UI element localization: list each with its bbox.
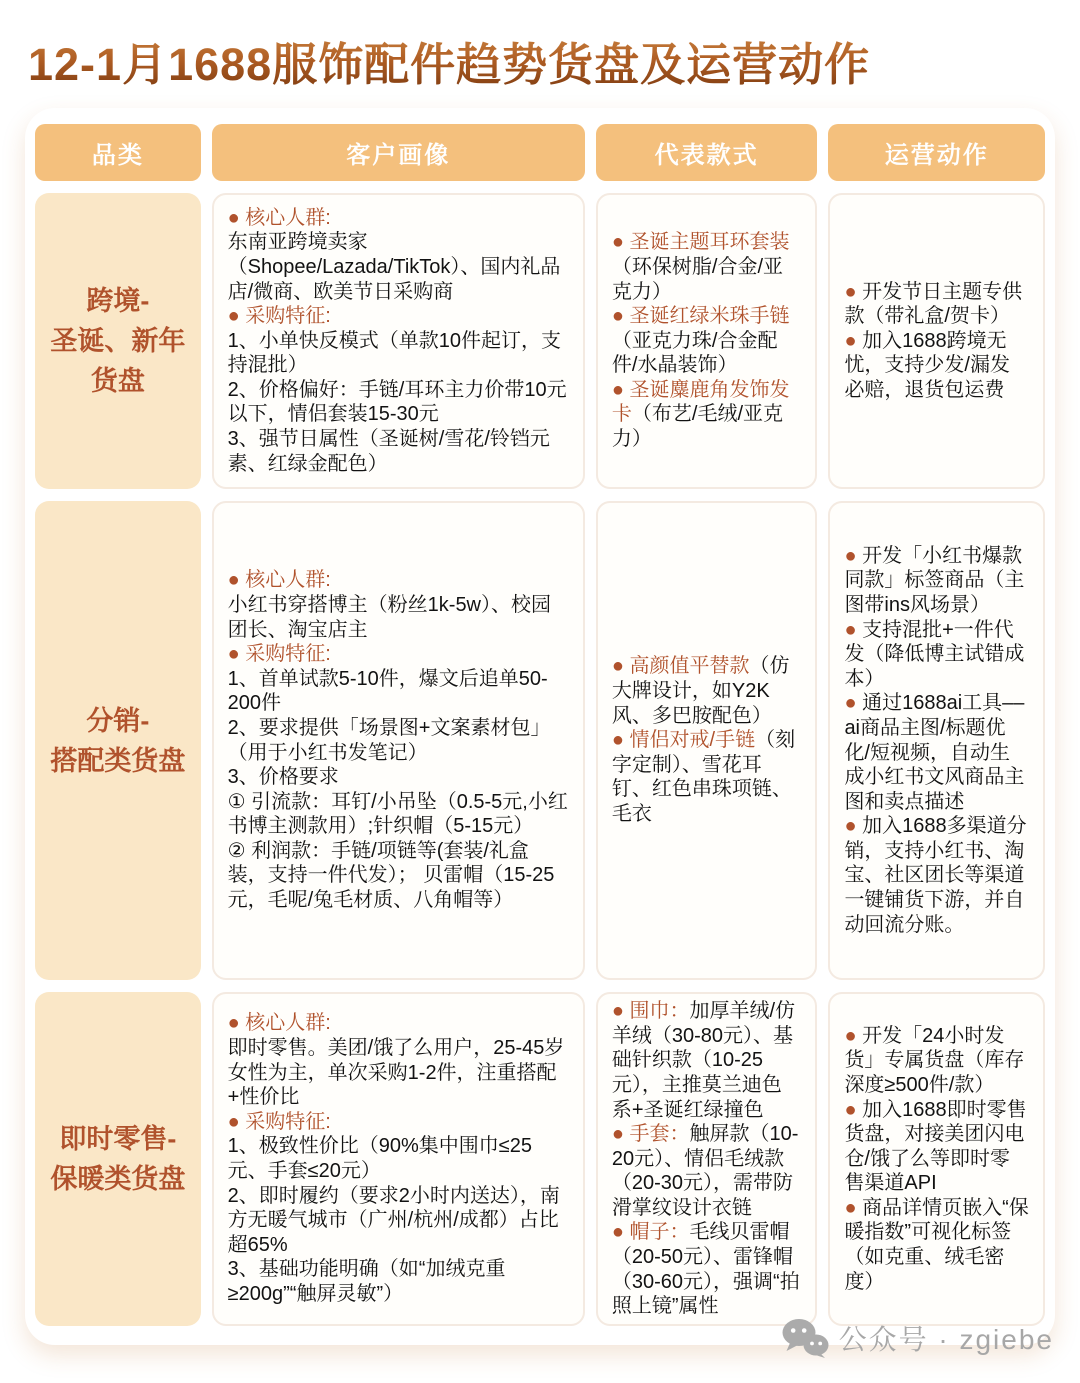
body-text: （亚克力珠/合金配件/水晶装饰） [611, 329, 778, 377]
footer-text: 公众号 · zgiebe [838, 1324, 1054, 1355]
accent-text: ● 采购特征: [227, 1110, 331, 1133]
styles-cell [596, 501, 818, 980]
category-cell [35, 992, 201, 1326]
accent-text: ● 采购特征: [227, 305, 331, 328]
bullet-item [612, 1220, 802, 1318]
category-line: 分销- [86, 705, 150, 736]
body-text: （仿大牌设计，如Y2K风、多巴胺配色） [611, 655, 790, 727]
body-text: （刻字定制）、雪花耳钉、红色串珠项链、毛衣 [611, 729, 796, 825]
bullet-item [228, 765, 569, 790]
category-line: 保暖类货盘 [50, 1164, 186, 1194]
body-text: 1、小单快反模式（单款10件起订，支持混批） [227, 329, 562, 377]
body-text: 开发节日主题专供款（带礼盒/贺卡） [844, 280, 1023, 328]
body-text: 支持混批+一件代发（降低博主试错成本） [844, 618, 1025, 690]
bullet-item [228, 206, 569, 231]
profile-cell [212, 992, 585, 1326]
body-text: 2、价格偏好：手链/耳环主力价带10元以下，情侣套装15-30元 [227, 378, 567, 426]
bullet-item [844, 1024, 1029, 1098]
actions-cell [828, 501, 1045, 980]
accent-text: ● 核心人群: [227, 569, 331, 592]
bullet-item [228, 427, 569, 476]
body-text: （布艺/毛绒/亚克力） [611, 403, 784, 451]
bullet-item [844, 280, 1029, 329]
body-text: 3、强节日属性（圣诞树/雪花/铃铛元素、红绿金配色） [227, 428, 550, 475]
accent-text: ● 核心人群: [227, 206, 331, 229]
category-line: 圣诞、新年 [50, 326, 186, 356]
bullet-item [228, 839, 569, 913]
body-text: 东南亚跨境卖家（Shopee/Lazada/TikTok）、国内礼品店/微商、欧美节日采购商 [227, 231, 561, 303]
bullet-item [844, 1196, 1029, 1294]
accent-text: ● [844, 1098, 863, 1121]
bullet-item [612, 304, 802, 378]
body-text: 2、要求提供「场景图+文案素材包」（用于小红书发笔记） [227, 716, 551, 764]
styles-cell [596, 992, 818, 1326]
category-line: 搭配类货盘 [50, 745, 186, 776]
bullet-item [612, 999, 802, 1122]
accent-text: ● [844, 329, 863, 352]
category-cell [35, 501, 201, 980]
bullet-item [228, 329, 569, 378]
body-text: 即时零售。美团/饿了么用户，25-45岁女性为主，单次采购1-2件，注重搭配+性价比 [227, 1037, 565, 1109]
body-text: 商品详情页嵌入“保暖指数”可视化标签（如克重、绒毛密度） [844, 1196, 1029, 1293]
bullet-item [228, 667, 569, 716]
bullet-item [844, 544, 1029, 618]
accent-text: ● 圣诞红绿米珠手链 [611, 305, 790, 328]
accent-text: ● [844, 815, 863, 838]
bullet-item [612, 378, 802, 452]
bullet-item [612, 230, 802, 304]
body-text: ② 利润款：手链/项链等(套装/礼盒装，支持一件代发）； 贝雷帽（15-25元，毛呢/兔毛材质、八角帽等） [227, 839, 555, 912]
body-text: 2、即时履约（要求2小时内送达），南方无暖气城市（广州/杭州/成都）占比超65% [227, 1184, 560, 1256]
accent-text: ● 核心人群: [227, 1012, 331, 1035]
body-text: 加入1688即时零售货盘，对接美团闪电仓/饿了么等即时零售渠道API [844, 1098, 1027, 1195]
bullet-item [228, 378, 569, 427]
category-line: 货盘 [90, 366, 145, 396]
page-title: 12-1月1688服饰配件趋势货盘及运营动作 [28, 28, 870, 93]
bullet-item [844, 618, 1029, 692]
body-text: 毛线贝雷帽（20-50元）、雷锋帽（30-60元），强调“拍照上镜”属性 [611, 1221, 800, 1318]
body-text: 3、价格要求 [227, 766, 339, 789]
bullet-item [612, 728, 802, 826]
body-text: 1、首单试款5-10件，爆文后追单50-200件 [227, 667, 548, 715]
category-cell [35, 193, 201, 489]
bullet-item [228, 568, 569, 593]
bullet-item [228, 790, 569, 839]
accent-text: ● [844, 544, 863, 567]
bullet-item [228, 1110, 569, 1135]
bullet-item [228, 304, 569, 329]
styles-cell [596, 193, 818, 489]
body-text: 加入1688跨境无忧，支持少发/漏发必赔，退货包运费 [844, 329, 1010, 401]
bullet-item [844, 814, 1029, 937]
footer [781, 1318, 1054, 1358]
accent-text: ● [844, 1196, 863, 1219]
header-cell-actions: 运营动作 [828, 124, 1045, 181]
body-text: （环保树脂/合金/亚克力） [611, 255, 784, 303]
bullet-item [612, 654, 802, 728]
actions-cell [828, 992, 1045, 1326]
wechat-icon [781, 1318, 829, 1358]
bullet-item [228, 716, 569, 765]
header-cell-category: 品类 [35, 124, 201, 181]
bullet-item [844, 691, 1029, 814]
profile-cell [212, 501, 585, 980]
bullet-item [228, 593, 569, 642]
body-text: 加入1688多渠道分销，支持小红书、淘宝、社区团长等渠道一键铺货下游，并自动回流分账。 [844, 815, 1027, 936]
body-text: ① 引流款：耳钉/小吊坠（0.5-5元,小红书博主测款用）;针织帽（5-15元） [227, 790, 568, 838]
bullet-item [228, 642, 569, 667]
accent-text: ● 帽子： [611, 1221, 690, 1244]
bullet-item [844, 329, 1029, 403]
bullet-item [228, 1036, 569, 1110]
accent-text: ● 情侣对戒/手链 [611, 729, 756, 752]
body-text: 小红书穿搭博主（粉丝1k-5w）、校园团长、淘宝店主 [227, 593, 552, 641]
accent-text: ● [844, 618, 863, 641]
accent-text: ● [844, 1024, 863, 1047]
body-text: 通过1688ai工具––ai商品主图/标题优化/短视频，自动生成小红书文风商品主图和卖点描述 [844, 692, 1025, 813]
body-text: 开发「小红书爆款同款」标签商品（主图带ins风场景） [844, 544, 1025, 616]
body-text: 触屏款（10-20元）、情侣毛绒款（20-30元），需带防滑掌纹设计衣链 [611, 1123, 799, 1219]
header-cell-styles: 代表款式 [596, 124, 818, 181]
bullet-item [228, 1257, 569, 1306]
bullet-item [844, 1098, 1029, 1196]
accent-text: ● [844, 692, 863, 715]
trend-table [35, 124, 1045, 1330]
body-text: 3、基础功能明确（如“加绒克重≥200g”“触屏灵敏”） [227, 1258, 506, 1305]
bullet-item [612, 1122, 802, 1220]
header-cell-profile: 客户画像 [212, 124, 585, 181]
accent-text: ● 圣诞麋鹿角发饰发卡 [611, 378, 790, 426]
category-line: 即时零售- [59, 1124, 177, 1154]
category-line: 跨境- [86, 286, 150, 316]
main-card [25, 108, 1055, 1345]
body-text: 开发「24小时发货」专属货盘（库存深度≥500件/款） [844, 1024, 1025, 1096]
accent-text: ● [844, 280, 863, 303]
accent-text: ● 手套： [611, 1123, 690, 1146]
accent-text: ● 高颜值平替款 [611, 655, 750, 678]
bullet-item [228, 1184, 569, 1258]
accent-text: ● 围巾： [611, 1000, 690, 1023]
accent-text: ● 采购特征: [227, 643, 331, 666]
actions-cell [828, 193, 1045, 489]
bullet-item [228, 230, 569, 304]
bullet-item [228, 1134, 569, 1183]
bullet-item [228, 1011, 569, 1036]
body-text: 1、极致性价比（90%集中围巾≤25元、手套≤20元） [227, 1135, 533, 1182]
accent-text: ● 圣诞主题耳环套装 [611, 231, 790, 254]
body-text: 加厚羊绒/仿羊绒（30-80元）、基础针织款（10-25元），主推莫兰迪色系+圣诞红绿撞色 [611, 1000, 796, 1121]
profile-cell [212, 193, 585, 489]
